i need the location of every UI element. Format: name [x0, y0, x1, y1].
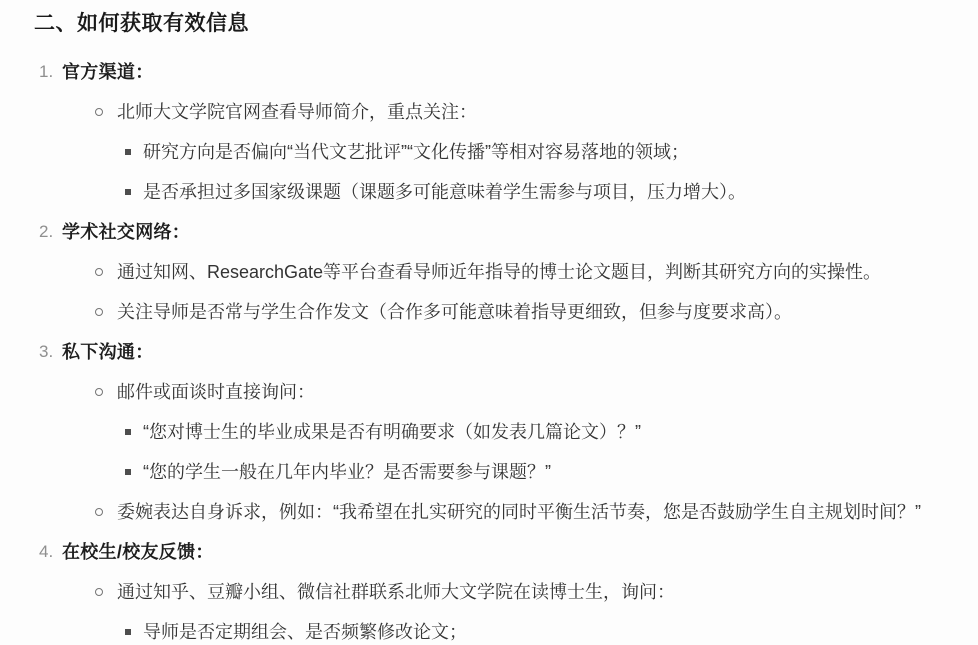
- list-item: [0, 579, 978, 605]
- subitem-text: 研究方向是否偏向“当代文艺批评”“文化传播”等相对容易落地的领域；: [143, 142, 689, 162]
- circle-bullet-icon: [95, 259, 117, 276]
- section-heading-row: [0, 59, 978, 85]
- section-heading-row: [0, 219, 978, 245]
- list-number: 1.: [39, 62, 54, 81]
- circle-bullet-icon: [95, 579, 117, 596]
- section-heading: 私下沟通：: [62, 342, 154, 362]
- list-subitem: [0, 459, 978, 485]
- item-text: 邮件或面谈时直接询问：: [117, 382, 315, 402]
- subitem-text: 导师是否定期组会、是否频繁修改论文；: [143, 622, 467, 642]
- list-item: [0, 379, 978, 405]
- list-item: [0, 99, 978, 125]
- list-subitem: [0, 179, 978, 205]
- list-subitem: [0, 619, 978, 645]
- subitem-text: “您的学生一般在几年内毕业？是否需要参与课题？”: [143, 462, 551, 482]
- circle-bullet-icon: [95, 379, 117, 396]
- subitem-text: 是否承担过多国家级课题（课题多可能意味着学生需参与项目，压力增大）。: [143, 182, 746, 202]
- list-item: [0, 499, 978, 525]
- square-bullet-icon: [125, 139, 143, 155]
- item-text: 关注导师是否常与学生合作发文（合作多可能意味着指导更细致，但参与度要求高）。: [117, 302, 792, 322]
- list-subitem: [0, 419, 978, 445]
- list-number: 3.: [39, 342, 54, 361]
- circle-bullet-icon: [95, 99, 117, 116]
- list-subitem: [0, 139, 978, 165]
- list-item: [0, 299, 978, 325]
- square-bullet-icon: [125, 459, 143, 475]
- item-text: 通过知网、ResearchGate等平台查看导师近年指导的博士论文题目，判断其研究方向的实操性。: [117, 262, 882, 282]
- circle-bullet-icon: [95, 299, 117, 316]
- item-text: 北师大文学院官网查看导师简介，重点关注：: [117, 102, 477, 122]
- section-heading-row: [0, 539, 978, 565]
- list-item: [0, 259, 978, 285]
- item-text: 通过知乎、豆瓣小组、微信社群联系北师大文学院在读博士生，询问：: [117, 582, 675, 602]
- circle-bullet-icon: [95, 499, 117, 516]
- page-title: 二、如何获取有效信息: [34, 12, 249, 35]
- section-heading-row: [0, 339, 978, 365]
- list-number: 2.: [39, 222, 54, 241]
- section-heading: 官方渠道：: [62, 62, 154, 82]
- section-heading: 学术社交网络：: [62, 222, 191, 242]
- subitem-text: “您对博士生的毕业成果是否有明确要求（如发表几篇论文）？”: [143, 422, 641, 442]
- section-heading: 在校生/校友反馈：: [62, 542, 214, 562]
- item-text: 委婉表达自身诉求，例如：“我希望在扎实研究的同时平衡生活节奏，您是否鼓励学生自主规划时间？”: [117, 502, 921, 522]
- square-bullet-icon: [125, 179, 143, 195]
- square-bullet-icon: [125, 419, 143, 435]
- list-number: 4.: [39, 542, 54, 561]
